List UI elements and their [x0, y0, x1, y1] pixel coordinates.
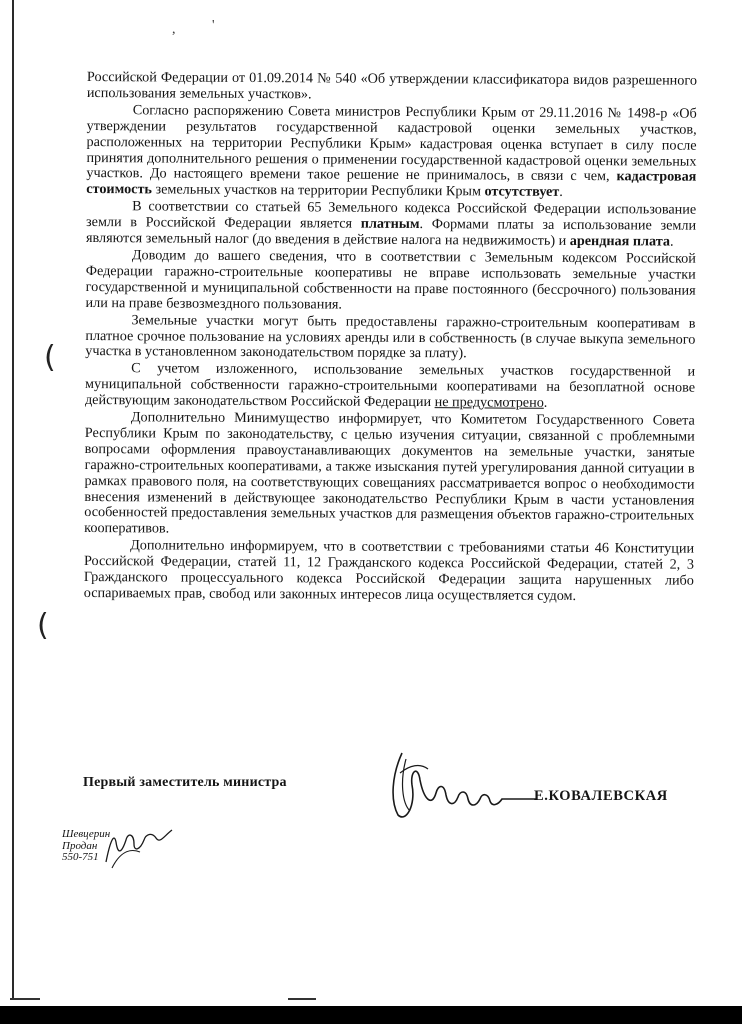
signatory-name: Е.КОВАЛЕВСКАЯ	[534, 788, 668, 804]
scan-bottom-dash	[288, 998, 316, 1000]
handwritten-signature	[340, 745, 540, 825]
paragraph: Российской Федерации от 01.09.2014 № 540 «Об утверждении классификатора видов разрешенного использования земельных участков».	[86, 69, 697, 103]
paragraph: Земельные участки могут быть предоставлены гаражно-строительным кооперативам в платное срочное пользование на условиях аренды или в собственность (в случае выкупа земельного участка в установленном законодательством порядке за плату).	[85, 311, 696, 362]
bold-phrase: платным	[360, 215, 420, 233]
executor-initials	[100, 822, 180, 872]
scan-left-edge	[12, 0, 14, 1000]
underlined-phrase: не предусмотрено	[434, 394, 544, 411]
scan-bottom-dash	[10, 998, 40, 1000]
paragraph: Согласно распоряжению Совета министров Республики Крым от 29.11.2016 № 1498-р «Об утверждении результатов государственной кадастровой оценки земельных участков, расположенных на территории Республики Крым» кадастровая оценка вступает в силу после принятия дополнительного решения о применении государственной кадастровой оценки земельных участков. До настоящего времени такое решение не принималось, в связи с чем, кадастровая стоимость земельных участков на территории Республики Крым отсутствует.	[86, 102, 697, 201]
top-mark: '	[212, 18, 215, 33]
punch-hole-mark: (	[44, 340, 56, 375]
punch-hole-mark: (	[37, 608, 49, 643]
bold-phrase: отсутствует	[484, 183, 560, 201]
executor-phone: 550-751	[62, 851, 99, 863]
paragraph: В соответствии со статьей 65 Земельного кодекса Российской Федерации использование земли в Российской Федерации является платным. Формами платы за использование земли являются земельный налог (до введения в действие налога на недвижимость) и арендная плата.	[85, 198, 697, 250]
top-mark: ,	[172, 22, 176, 37]
executor-name: Шевцерин	[62, 828, 111, 840]
signatory-position: Первый заместитель министра	[83, 775, 287, 790]
paragraph: С учетом изложенного, использование земельных участков государственной и муниципальной собственности гаражно-строительными кооперативами на безоплатной основе действующим законодательством Российской Федерации не предусмотрено.	[84, 360, 696, 411]
bold-phrase: кадастровая стоимость	[86, 168, 697, 198]
scan-bottom-edge	[0, 1006, 742, 1024]
letter-body	[84, 70, 697, 606]
paragraph: Доводим до вашего сведения, что в соответствии с Земельным кодексом Российской Федерации гаражно-строительные кооперативы не вправе использовать земельные участки государственной и муниципальной собственности на праве постоянного (бессрочного) пользования или на праве безвозмездного пользования.	[85, 247, 696, 313]
paragraph: Дополнительно Минимущество информирует, что Комитетом Государственного Совета Республики Крым по законодательству, с целью изучения ситуации, связанной с проблемными вопросами оформления правоустанавливающих документов на земельные участки, занятые гаражно-строительных кооперативами, а также изыскания путей урегулирования данной ситуации в рамках правового поля, на соответствующих совещаниях рассматривается вопрос о необходимости внесения изменений в действующее законодательство Республики Крым в части установления особенностей предоставления земельных участков для размещения объектов гаражно-строительных кооперативов.	[84, 409, 695, 537]
paragraph: Дополнительно информируем, что в соответствии с требованиями статьи 46 Конституции Российской Федерации, статей 11, 12 Гражданского кодекса Российской Федерации, статей 2, 3 Гражданского процессуального кодекса Российской Федерации защита нарушенных либо оспариваемых прав, свобод или законных интересов лица осуществляется судом.	[83, 537, 695, 604]
bold-phrase: арендная плата	[569, 233, 671, 250]
executor-name-2: Продан	[62, 839, 98, 852]
